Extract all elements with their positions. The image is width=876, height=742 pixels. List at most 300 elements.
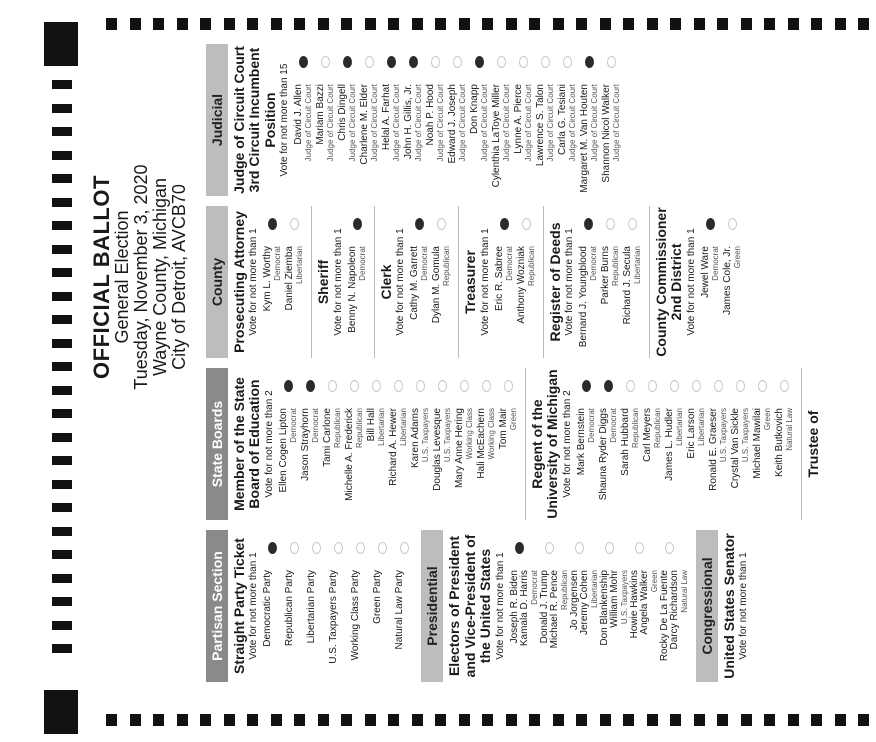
candidate-row[interactable] — [294, 44, 316, 196]
candidate-party: Republican — [354, 408, 364, 449]
candidate-row[interactable] — [338, 44, 360, 196]
candidate-name: Anthony Wozniak — [515, 246, 527, 324]
empty-oval[interactable] — [321, 56, 330, 68]
candidate-party: Democrat — [357, 246, 367, 281]
candidate-name: Michelle A. Frederick — [343, 408, 355, 501]
candidate-party: Judge of Circuit Court — [458, 84, 468, 162]
candidate-name: Tami Carlone — [321, 408, 333, 467]
filled-oval[interactable] — [415, 218, 424, 230]
candidate-name: Green Party — [372, 570, 384, 624]
candidate-party: U.S. Taxpayers — [619, 570, 629, 625]
candidate-name: Don Knapp — [469, 84, 481, 135]
election-name: General Election — [112, 210, 133, 344]
filled-oval[interactable] — [475, 56, 484, 68]
candidate-row[interactable] — [630, 530, 660, 682]
candidate-name: Bill Hall — [365, 408, 377, 442]
office-clerk: Clerk — [377, 264, 394, 300]
empty-oval[interactable] — [290, 542, 299, 554]
vote-instruction: Vote for not more than 2 — [263, 390, 275, 498]
empty-oval[interactable] — [728, 218, 737, 230]
candidate-name: Sarah Hubbard — [619, 408, 631, 476]
candidate-party: Judge of Circuit Court — [546, 84, 556, 162]
candidate-name: Natural Law Party — [394, 570, 406, 650]
section-judicial: Judicial — [206, 44, 228, 196]
candidate-name: Mark Bernstein — [575, 408, 587, 476]
empty-oval[interactable] — [438, 380, 447, 392]
candidate-party: U.S. Taxpayers — [718, 408, 728, 463]
candidate-row[interactable] — [367, 368, 389, 520]
precinct-name: City of Detroit, AVCB70 — [168, 184, 189, 370]
empty-oval[interactable] — [736, 380, 745, 392]
candidate-row[interactable] — [687, 368, 709, 520]
candidate-name: U.S. Taxpayers Party — [328, 570, 340, 664]
candidate-name: Benny N. Napoleon — [346, 246, 358, 333]
candidate-party: Judge of Circuit Court — [568, 84, 578, 162]
candidate-party: Judge of Circuit Court — [370, 84, 380, 162]
candidate-row[interactable] — [329, 530, 351, 682]
candidate-row[interactable] — [323, 368, 345, 520]
office-treasurer: Treasurer — [462, 250, 479, 314]
county-name: Wayne County, Michigan — [149, 177, 170, 377]
candidate-name: Republican Party — [284, 570, 296, 647]
candidate-name: Lawrence S. Talon — [535, 84, 547, 167]
vote-instruction: Vote for not more than 1 — [332, 228, 344, 336]
candidate-party: Republican — [526, 246, 536, 287]
candidate-party: Libertarian — [696, 408, 706, 446]
candidate-party: Republican — [332, 408, 342, 449]
candidate-name: Bernard J. Youngblood — [577, 246, 589, 348]
filled-oval[interactable] — [306, 380, 315, 392]
candidate-row[interactable] — [263, 206, 285, 358]
empty-oval[interactable] — [758, 380, 767, 392]
empty-oval[interactable] — [519, 56, 528, 68]
filled-oval[interactable] — [284, 380, 293, 392]
running-mate-name: Kamala D. Harris — [518, 570, 530, 647]
office-sheriff: Sheriff — [315, 259, 332, 305]
candidate-name: Charlene M. Elder — [359, 84, 371, 165]
candidate-row[interactable] — [285, 530, 307, 682]
candidate-name: Keith Butkovich — [773, 408, 785, 477]
candidate-name: Richard J. Secula — [621, 246, 633, 325]
candidate-party: Republican — [652, 408, 662, 449]
candidate-row[interactable] — [373, 530, 395, 682]
divider — [525, 368, 526, 520]
candidate-name: Jewel Ware — [699, 246, 711, 298]
empty-oval[interactable] — [665, 542, 674, 554]
candidate-party: Judge of Circuit Court — [590, 84, 600, 162]
candidate-row[interactable] — [731, 368, 753, 520]
candidate-party: Judge of Circuit Court — [326, 84, 336, 162]
ballot-header — [90, 112, 189, 442]
running-mate-name: Michael R. Pence — [548, 570, 560, 649]
empty-oval[interactable] — [290, 218, 299, 230]
empty-oval[interactable] — [400, 542, 409, 554]
candidate-row[interactable] — [285, 206, 307, 358]
empty-oval[interactable] — [378, 542, 387, 554]
filled-oval[interactable] — [582, 380, 591, 392]
office-us-senator: United States Senator — [720, 533, 737, 679]
candidate-name: Crystal Van Sickle — [729, 408, 741, 489]
candidate-row[interactable] — [470, 44, 492, 196]
office-president: Electors of President and Vice-President of the United States — [446, 534, 494, 678]
office-circuit-judge: Judge of Circuit Court 3rd Circuit Incumbent Position — [231, 46, 278, 194]
candidate-name: Jason Strayhorn — [299, 408, 311, 481]
office-trustee: Trustee of — [804, 410, 821, 478]
candidate-row[interactable] — [601, 206, 623, 358]
candidate-name: Eric R. Sabree — [493, 246, 505, 312]
candidate-party: Democrat — [588, 246, 598, 281]
empty-oval[interactable] — [563, 56, 572, 68]
empty-oval[interactable] — [545, 542, 554, 554]
candidate-name: Karen Adams — [409, 408, 421, 469]
candidate-party: Libertarian — [632, 246, 642, 284]
candidate-name: Jo Jorgensen — [568, 570, 580, 631]
candidate-name: Shannon Nicol Walker — [601, 84, 613, 183]
candidate-name: Dylan M. Gomula — [431, 246, 443, 324]
empty-oval[interactable] — [437, 218, 446, 230]
candidate-row[interactable] — [517, 206, 539, 358]
candidate-row[interactable] — [599, 368, 621, 520]
candidate-row[interactable] — [477, 368, 499, 520]
candidate-row[interactable] — [433, 368, 455, 520]
candidate-row[interactable] — [579, 206, 601, 358]
candidate-row[interactable] — [360, 44, 382, 196]
filled-oval[interactable] — [268, 542, 277, 554]
candidate-name: Chris Dingell — [337, 84, 349, 141]
empty-oval[interactable] — [460, 380, 469, 392]
candidate-party: Libertarian — [589, 570, 599, 608]
empty-oval[interactable] — [453, 56, 462, 68]
candidate-name: Kym L. Worthy — [262, 246, 274, 312]
candidate-name: Hali McEachern — [475, 408, 487, 479]
candidate-party: Democrat — [586, 408, 596, 443]
office-regent: Regent of the University of Michigan — [528, 369, 561, 519]
filled-oval[interactable] — [343, 56, 352, 68]
candidate-party: Judge of Circuit Court — [436, 84, 446, 162]
candidate-name: Michael Mawilai — [751, 408, 763, 479]
candidate-row[interactable] — [775, 368, 797, 520]
candidate-row[interactable] — [448, 44, 470, 196]
candidate-name: Cylenthia LaToye Miller — [491, 84, 503, 188]
empty-oval[interactable] — [606, 218, 615, 230]
candidate-row[interactable] — [536, 44, 558, 196]
candidate-party: Republican — [610, 246, 620, 287]
candidate-name: James Cole, Jr. — [721, 246, 733, 315]
candidate-row[interactable] — [432, 206, 454, 358]
section-state-boards: State Boards — [206, 368, 228, 520]
candidate-name: Parker Burns — [599, 246, 611, 305]
empty-oval[interactable] — [328, 380, 337, 392]
candidate-name: Shauna Ryder Diggs — [597, 408, 609, 501]
candidate-party: Republican — [442, 246, 452, 287]
section-partisan: Partisan Section — [206, 530, 228, 682]
candidate-row[interactable] — [411, 368, 433, 520]
candidate-row[interactable] — [510, 530, 540, 682]
candidate-party: Libertarian — [295, 246, 305, 284]
empty-oval[interactable] — [714, 380, 723, 392]
candidate-name: James L. Hudler — [663, 408, 675, 481]
divider — [543, 206, 544, 358]
empty-oval[interactable] — [365, 56, 374, 68]
candidate-party: Judge of Circuit Court — [304, 84, 314, 162]
vote-instruction: Vote for not more than 1 — [685, 228, 697, 336]
empty-oval[interactable] — [416, 380, 425, 392]
candidate-list — [510, 530, 690, 682]
empty-oval[interactable] — [670, 380, 679, 392]
empty-oval[interactable] — [497, 56, 506, 68]
empty-oval[interactable] — [541, 56, 550, 68]
candidate-row[interactable] — [455, 368, 477, 520]
candidate-row[interactable] — [495, 206, 517, 358]
candidate-party: Libertarian — [674, 408, 684, 446]
candidate-row[interactable] — [410, 206, 432, 358]
empty-oval[interactable] — [431, 56, 440, 68]
candidate-party: Working Class — [464, 408, 474, 460]
candidate-party: Natural Law — [784, 408, 794, 451]
candidate-list — [263, 530, 417, 682]
vote-instruction: Vote for not more than 15 — [279, 63, 291, 177]
office-commissioner: County Commissioner 2nd District — [652, 207, 685, 357]
empty-oval[interactable] — [356, 542, 365, 554]
vote-instruction: Vote for not more than 1 — [563, 228, 575, 336]
vote-instruction: Vote for not more than 1 — [248, 552, 260, 660]
candidate-name: Helal A. Farhat — [381, 84, 393, 151]
filled-oval[interactable] — [299, 56, 308, 68]
candidate-row[interactable] — [602, 44, 624, 196]
running-mate-name: Jeremy Cohen — [578, 570, 590, 636]
candidate-row[interactable] — [753, 368, 775, 520]
candidate-party: Judge of Circuit Court — [502, 84, 512, 162]
ballot-title: OFFICIAL BALLOT — [89, 175, 114, 379]
candidate-party: Judge of Circuit Court — [480, 84, 490, 162]
column-county — [206, 206, 745, 358]
candidate-row[interactable] — [263, 530, 285, 682]
filled-oval[interactable] — [706, 218, 715, 230]
candidate-name: Donald J. Trump — [538, 570, 550, 644]
candidate-party: Judge of Circuit Court — [524, 84, 534, 162]
empty-oval[interactable] — [334, 542, 343, 554]
candidate-party: Democrat — [273, 246, 283, 281]
candidate-name: Lynne A. Pierce — [513, 84, 525, 154]
candidate-name: Edward J. Joseph — [447, 84, 459, 164]
candidate-name: Noah P. Hood — [425, 84, 437, 146]
office-straight-party: Straight Party Ticket — [231, 538, 247, 674]
filled-oval[interactable] — [584, 218, 593, 230]
vote-instruction: Vote for not more than 1 — [395, 228, 407, 336]
column-judicial — [206, 44, 624, 196]
section-county: County — [206, 206, 228, 358]
candidate-party: Democrat — [420, 246, 430, 281]
candidate-list — [577, 368, 797, 520]
vote-instruction: Vote for not more than 1 — [737, 552, 749, 660]
candidate-name: Don Blankenship — [598, 570, 610, 646]
candidate-party: Green — [508, 408, 518, 431]
candidate-row[interactable] — [709, 368, 731, 520]
candidate-name: Mary Anne Hering — [453, 408, 465, 489]
candidate-name: Working Class Party — [350, 570, 362, 661]
candidate-row[interactable] — [540, 530, 570, 682]
candidate-row[interactable] — [348, 206, 370, 358]
candidate-row[interactable] — [701, 206, 723, 358]
candidate-party: Judge of Circuit Court — [348, 84, 358, 162]
candidate-party: Republican — [559, 570, 569, 611]
candidate-list — [294, 44, 624, 196]
candidate-row[interactable] — [307, 530, 329, 682]
candidate-party: Democrat — [504, 246, 514, 281]
candidate-list — [279, 368, 521, 520]
candidate-party: Democrat — [608, 408, 618, 443]
candidate-name: Ronald E. Graeser — [707, 408, 719, 491]
candidate-name: David J. Allen — [293, 84, 305, 145]
candidate-party: U.S. Taxpayers — [442, 408, 452, 463]
candidate-row[interactable] — [279, 368, 301, 520]
election-date: Tuesday, November 3, 2020 — [130, 164, 151, 390]
candidate-row[interactable] — [623, 206, 645, 358]
candidate-party: Democrat — [288, 408, 298, 443]
divider — [801, 368, 802, 520]
candidate-party: Democrat — [529, 570, 539, 605]
empty-oval[interactable] — [692, 380, 701, 392]
candidate-row[interactable] — [426, 44, 448, 196]
divider — [649, 206, 650, 358]
candidate-row[interactable] — [621, 368, 643, 520]
candidate-row[interactable] — [499, 368, 521, 520]
candidate-list — [263, 206, 307, 358]
empty-oval[interactable] — [780, 380, 789, 392]
candidate-row[interactable] — [514, 44, 536, 196]
office-prosecuting: Prosecuting Attorney — [231, 211, 247, 353]
candidate-list — [410, 206, 454, 358]
filled-oval[interactable] — [604, 380, 613, 392]
filled-oval[interactable] — [585, 56, 594, 68]
candidate-row[interactable] — [643, 368, 665, 520]
candidate-party: Judge of Circuit Court — [612, 84, 622, 162]
candidate-row[interactable] — [580, 44, 602, 196]
empty-oval[interactable] — [628, 218, 637, 230]
candidate-row[interactable] — [301, 368, 323, 520]
filled-oval[interactable] — [515, 542, 524, 554]
vote-instruction: Vote for not more than 1 — [479, 228, 491, 336]
empty-oval[interactable] — [522, 218, 531, 230]
filled-oval[interactable] — [268, 218, 277, 230]
candidate-row[interactable] — [345, 368, 367, 520]
vote-instruction: Vote for not more than 1 — [248, 228, 260, 336]
office-register-deeds: Register of Deeds — [546, 222, 563, 342]
candidate-party: Green — [649, 570, 659, 593]
candidate-party: Judge of Circuit Court — [414, 84, 424, 162]
candidate-row[interactable] — [723, 206, 745, 358]
candidate-party: Working Class — [486, 408, 496, 460]
candidate-name: Libertarian Party — [306, 570, 318, 644]
candidate-party: U.S. Taxpayers — [740, 408, 750, 463]
empty-oval[interactable] — [635, 542, 644, 554]
candidate-row[interactable] — [558, 44, 580, 196]
candidate-list — [348, 206, 370, 358]
candidate-row[interactable] — [382, 44, 404, 196]
empty-oval[interactable] — [372, 380, 381, 392]
office-board-education: Member of the State Board of Education — [231, 377, 263, 511]
running-mate-name: Angela Walker — [638, 570, 650, 635]
candidate-list — [495, 206, 539, 358]
candidate-party: Green — [732, 246, 742, 269]
empty-oval[interactable] — [648, 380, 657, 392]
candidate-name: Daniel Ziemba — [284, 246, 296, 311]
candidate-party: Democrat — [710, 246, 720, 281]
running-mate-name: Darcy Richardson — [668, 570, 680, 650]
filled-oval[interactable] — [387, 56, 396, 68]
empty-oval[interactable] — [575, 542, 584, 554]
candidate-party: Republican — [630, 408, 640, 449]
candidate-name: Eric Larson — [685, 408, 697, 459]
section-congressional: Congressional — [696, 530, 718, 682]
candidate-name: Carl Meyers — [641, 408, 653, 462]
candidate-name: Democratic Party — [262, 570, 274, 647]
filled-oval[interactable] — [409, 56, 418, 68]
empty-oval[interactable] — [350, 380, 359, 392]
candidate-row[interactable] — [389, 368, 411, 520]
candidate-row[interactable] — [404, 44, 426, 196]
candidate-row[interactable] — [492, 44, 514, 196]
vote-instruction: Vote for not more than 1 — [494, 552, 506, 660]
candidate-row[interactable] — [395, 530, 417, 682]
candidate-row[interactable] — [351, 530, 373, 682]
candidate-party: Democrat — [310, 408, 320, 443]
candidate-row[interactable] — [660, 530, 690, 682]
candidate-row[interactable] — [570, 530, 600, 682]
column-state — [206, 368, 821, 520]
candidate-party: Judge of Circuit Court — [392, 84, 402, 162]
candidate-row[interactable] — [577, 368, 599, 520]
candidate-name: Howie Hawkins — [628, 570, 640, 639]
candidate-list — [701, 206, 745, 358]
candidate-name: Mariam Bazzi — [315, 84, 327, 145]
empty-oval[interactable] — [605, 542, 614, 554]
candidate-name: Margaret M. Van Houten — [579, 84, 591, 193]
candidate-name: Cathy M. Garrett — [409, 246, 421, 320]
candidate-name: Carla G. Tesiani — [557, 84, 569, 155]
candidate-party: Green — [762, 408, 772, 431]
candidate-party: Natural Law — [679, 570, 689, 613]
empty-oval[interactable] — [504, 380, 513, 392]
candidate-party: Libertarian — [398, 408, 408, 446]
candidate-name: Tom Mair — [497, 408, 509, 450]
candidate-name: Ellen Cogen Lipton — [277, 408, 289, 493]
filled-oval[interactable] — [353, 218, 362, 230]
divider — [374, 206, 375, 358]
empty-oval[interactable] — [312, 542, 321, 554]
candidate-row[interactable] — [316, 44, 338, 196]
empty-oval[interactable] — [607, 56, 616, 68]
candidate-party: U.S. Taxpayers — [420, 408, 430, 463]
section-presidential: Presidential — [421, 530, 443, 682]
running-mate-name: William Mohr — [608, 570, 620, 628]
candidate-party: Libertarian — [376, 408, 386, 446]
vote-instruction: Vote for not more than 2 — [561, 390, 573, 498]
candidate-name: Richard A. Hewer — [387, 408, 399, 486]
empty-oval[interactable] — [626, 380, 635, 392]
candidate-list — [579, 206, 645, 358]
candidate-row[interactable] — [665, 368, 687, 520]
divider — [311, 206, 312, 358]
candidate-name: Joseph R. Biden — [508, 570, 520, 644]
candidate-name: John H. Gillis, Jr. — [403, 84, 415, 160]
empty-oval[interactable] — [482, 380, 491, 392]
candidate-name: Douglas Levesque — [431, 408, 443, 491]
candidate-row[interactable] — [600, 530, 630, 682]
empty-oval[interactable] — [394, 380, 403, 392]
column-partisan — [206, 530, 753, 682]
filled-oval[interactable] — [500, 218, 509, 230]
